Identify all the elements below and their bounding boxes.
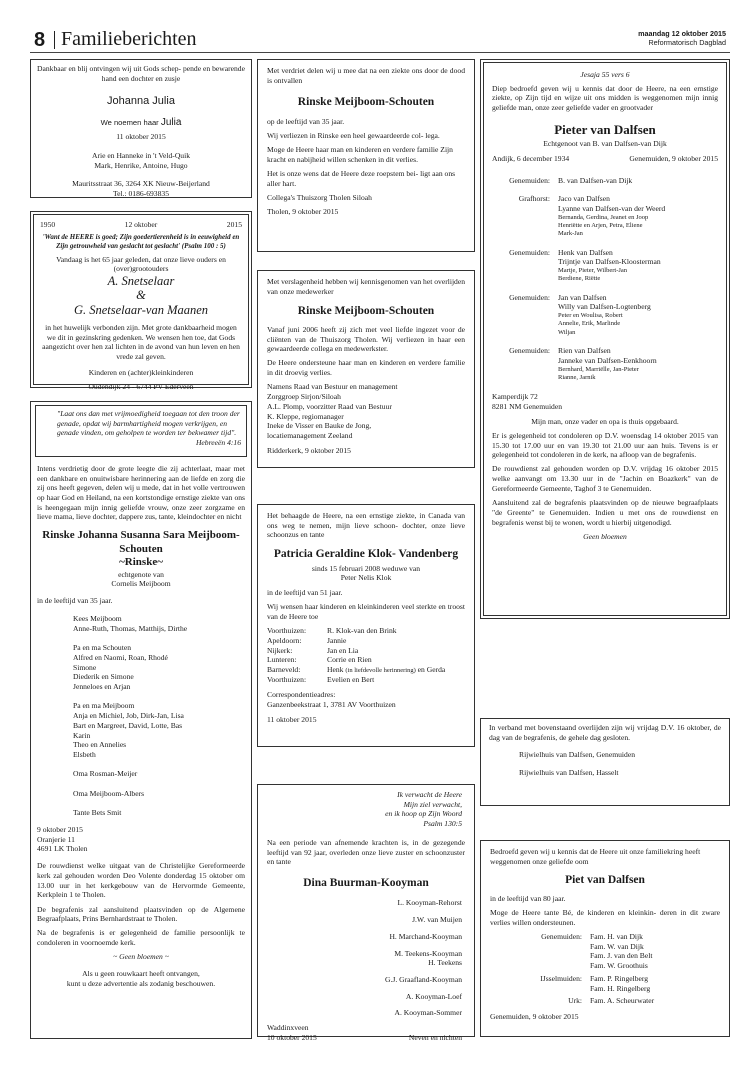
colleague-p3: Het is onze wens dat de Heere deze roepstem bei- ligt aan ons aller hart. — [267, 169, 456, 188]
family-member: Fam. H. Ringelberg — [590, 983, 651, 993]
anniversary-years: 1950 12 oktober 2015 — [40, 220, 242, 229]
obituary-patricia — [257, 504, 475, 747]
no-flowers: Geen bloemen — [583, 531, 627, 541]
anniversary-text2: in het huwelijk verbonden zijn. Met grote dankbaarheid mogen we dit in gezinskring gedenken. We wensen hen toe, dat Gods aangezicht over hen zal lichten in de avond van hun leven en hen vrede zal geven. — [42, 322, 240, 361]
family-member: Bart en Margreet, David, Lotte, Bas — [73, 720, 183, 730]
parents: Arie en Hanneke in 't Veld-Quik — [91, 151, 191, 161]
family-group — [492, 194, 718, 238]
family-name: Jan en Lia — [327, 645, 359, 655]
piet-text: Moge de Heere tante Bé, de kinderen en kleinkin- deren in dit zware verlies willen ondersteunen. — [490, 908, 720, 927]
family-member: Jenneloes en Arjan — [73, 681, 131, 691]
employer-intro: Met verslagenheid hebben wij kennisgenomen van het overlijden van onze medewerker — [267, 277, 466, 296]
place-label: Genemuiden: — [509, 175, 550, 185]
grandchildren: Mark-Jan — [558, 230, 583, 238]
memory-note: (in liefdevolle herinnering) — [345, 667, 416, 674]
home-address2: 4691 LK Tholen — [37, 844, 88, 854]
dina-footer — [267, 1023, 465, 1042]
issue-date: maandag 12 oktober 2015 — [638, 29, 726, 38]
patricia-date: 11 oktober 2015 — [267, 715, 317, 725]
family-names — [558, 248, 718, 284]
pieter-address1: Kamperdijk 72 — [492, 392, 538, 402]
closure-line2: Rijwielhuis van Dalfsen, Hasselt — [519, 768, 619, 778]
family-member: Anne-Ruth, Thomas, Matthijs, Dirthe — [73, 623, 188, 633]
service-info: De rouwdienst zal gehouden worden op D.V. vrijdag 16 oktober 2015 welke aanvangt om 13.30 uur in de "Jachin en Boazkerk" van de Gereformeerde Gemeente, Taghof 3 te Genemuiden. — [492, 464, 718, 493]
section-title: Familieberichten — [61, 28, 197, 50]
family-place-row — [267, 636, 465, 646]
obituary-quote-ref: Hebreeën 4:16 — [195, 438, 241, 448]
family-name-extra: en Gerda — [417, 665, 446, 674]
family-member: Fam. H. van Dijk — [590, 931, 643, 941]
family-member: A. Kooyman-Loef — [405, 991, 462, 1001]
obituary-pieter — [480, 59, 730, 619]
family-member: L. Kooyman-Rehorst — [397, 898, 462, 908]
call-name-line: We noemen haar Julia — [100, 116, 182, 128]
colleague-sign: Collega's Thuiszorg Tholen Siloah — [267, 193, 372, 203]
burial-info: Aansluitend zal de begrafenis plaatsvinden op de nieuwe begraafplaats "de Greente" te Genemuiden. Indien u met ons de rouwdienst en begrafenis wenst bij te wonen, wordt u hierbij uitgenodigd. — [492, 498, 718, 527]
condolence: Na de begrafenis is er gelegenheid de familie persoonlijk te condoleren in voornoemde kerk. — [37, 928, 245, 948]
signature-line: Namens Raad van Bestuur en management — [267, 382, 398, 392]
death-date: 9 oktober 2015 — [37, 825, 83, 834]
closure-notice — [480, 718, 730, 806]
family-place-row — [267, 646, 465, 656]
birth-death-line: Andijk, 6 december 1934 Genemuiden, 9 oktober 2015 — [492, 153, 718, 163]
condolence-info: Er is gelegenheid tot condoleren op D.V. woensdag 14 oktober 2015 van 15.30 tot 17.00 uur en van 19.30 tot 21.00 uur aan huis. Tevens is er gelegenheid tot condoleren in de kerk, na afloop van de begrafenis. — [492, 430, 718, 460]
colleague-place: Tholen, 9 oktober 2015 — [267, 207, 339, 217]
family-member: H. Teekens — [428, 958, 462, 968]
family-names — [590, 974, 720, 993]
family-member: Simone — [73, 662, 97, 672]
siblings: Mark, Henrike, Antoine, Hugo — [94, 160, 188, 170]
obituary-quote: "Laat ons dan met vrijmoedigheid toegaan tot den troon der genade, opdat wij barmhartigheid mogen verkrijgen, en genade vinden, om geholpen te worden ter bekwamer tijd". — [57, 409, 240, 438]
family-group — [492, 248, 718, 284]
wife-name: G. Snetselaar-van Maanen — [73, 302, 209, 317]
funeral-service: De rouwdienst welke uitgaat van de Christelijke Gereformeerde kerk zal gehouden worden Deo Volente donderdag 15 oktober om 13.00 uur in het kerkgebouw van de Hervormde Gemeente, Kerkplein 1 te Tholen. — [37, 861, 245, 900]
signature-line: locatiemanagement Zeeland — [267, 431, 353, 440]
family-member: Willy van Dalfsen-Logtenberg — [558, 302, 651, 312]
family-member: G.J. Graafland-Kooyman — [385, 975, 462, 984]
family-names — [590, 932, 720, 971]
employer-place: Ridderkerk, 9 oktober 2015 — [267, 445, 351, 455]
family-group — [490, 974, 720, 993]
colleague-intro: Met verdriet delen wij u mee dat na een ziekte ons door de dood is ontvallen — [267, 66, 465, 85]
place-label: Grafhorst: — [518, 194, 550, 204]
family-member: Jan van Dalfsen — [558, 292, 607, 302]
place-label: Genemuiden: — [509, 292, 550, 302]
family-member — [73, 760, 245, 770]
place-label: IJsselmuiden: — [540, 973, 582, 983]
grandchildren: Martje, Pieter, Wilbert-Jan — [558, 267, 628, 275]
signature-line: A.L. Plomp, voorzitter Raad van Bestuur — [267, 401, 392, 411]
piet-intro: Bedroefd geven wij u kennis dat de Heere uit onze familiekring heeft weggenomen onze geliefde oom — [490, 847, 701, 866]
place-label: Barneveld: — [267, 665, 301, 674]
home-address1: Oranjerie 11 — [37, 834, 75, 844]
family-names — [327, 646, 358, 656]
piet-place: Genemuiden, 9 oktober 2015 — [490, 1012, 579, 1021]
family-member — [73, 779, 245, 789]
place-label: Nijkerk: — [267, 645, 293, 655]
family-member — [73, 692, 245, 702]
family-member: Rien van Dalfsen — [558, 346, 611, 356]
family-names — [327, 626, 397, 636]
anniversary-sign: Kinderen en (achter)kleinkinderen — [88, 367, 194, 377]
child-name: Johanna Julia — [107, 95, 175, 108]
obituary-rinske-colleagues — [257, 59, 475, 252]
family-group — [492, 346, 718, 382]
family-names — [327, 675, 374, 685]
deceased-name: Dina Buurman-Kooyman — [303, 877, 429, 890]
grandchildren: Bernanda, Gerdina, Jeanet en Joop — [558, 213, 649, 221]
family-member: Anja en Michiel, Job, Dirk-Jan, Lisa — [73, 711, 184, 721]
pieter-address2: 8281 NM Genemuiden — [492, 401, 563, 411]
signature-line: Zorggroep Sirjon/Siloah — [267, 392, 341, 402]
family-names — [327, 636, 346, 646]
family-member: Fam. A. Scheurwater — [590, 996, 655, 1006]
address: Mauritsstraat 36, 3264 XK Nieuw-Beijerland — [72, 179, 210, 189]
family-group — [492, 293, 718, 337]
family-member: Diederik en Simone — [73, 672, 134, 682]
signature-line: Ineke de Visser en Bauke de Jong, — [267, 421, 372, 431]
family-names — [558, 346, 718, 382]
family-member: Pa en ma Meijboom — [73, 701, 135, 711]
quote-line: Psalm 130:5 — [423, 819, 462, 829]
anniversary-announcement — [30, 211, 252, 392]
birth-announcement — [30, 59, 252, 198]
burial: De begrafenis zal aansluitend plaatsvinden op de Algemene Begraafplaats, Prins Bernhardstraat te Tholen. — [37, 904, 245, 924]
spouse-label: echtgenote van — [118, 569, 164, 579]
header-divider — [54, 31, 55, 49]
family-member: Alfred en Naomi, Roan, Rhodé — [73, 652, 168, 662]
ampersand: & — [136, 288, 146, 303]
anniversary-text1: Vandaag is het 65 jaar geleden, dat onze lieve ouders en (over)grootouders — [56, 254, 226, 274]
deceased-name: Rinske Meijboom-Schouten — [297, 305, 435, 318]
family-member: Oma Meijboom-Albers — [73, 788, 145, 798]
family-place-row — [267, 655, 465, 665]
closure-text: In verband met bovenstaand overlijden zijn wij vrijdag D.V. 16 oktober, de dag van de begrafenis, de gehele dag gesloten. — [489, 723, 721, 742]
telephone: Tel.: 0186-693835 — [113, 189, 169, 199]
closing-line2: kunt u deze advertentie als zodanig beschouwen. — [66, 978, 216, 988]
deceased-name: Rinske Johanna Susanna Sara Meijboom-Schouten — [42, 529, 240, 555]
widow-since: sinds 15 februari 2008 weduwe van — [311, 563, 421, 573]
dina-place: Waddinxveen — [267, 1023, 309, 1033]
header-dateline — [638, 29, 726, 47]
family-member: Oma Rosman-Meijer — [73, 769, 138, 779]
birth-intro: Dankbaar en blij ontvingen wij uit Gods schep- pende en bewarende hand een dochter en zusje — [37, 64, 245, 83]
family-place-row — [267, 675, 465, 685]
family-name: R. Klok-van den Brink — [327, 626, 397, 636]
family-member: Lyanne van Dalfsen-van der Weerd — [558, 204, 666, 213]
family-member: Fam. P. Ringelberg — [590, 973, 649, 983]
family-names — [327, 665, 445, 675]
family-member: Trijntje van Dalfsen-Kloosterman — [558, 257, 661, 267]
family-name: Henk — [327, 665, 344, 674]
page-number: 8 — [34, 29, 46, 51]
colleague-p2: Moge de Heere haar man en kinderen en verdere familie Zijn kracht en nabijheid willen schenken in dit verlies. — [267, 145, 453, 164]
family-place-row — [267, 626, 465, 636]
family-member — [73, 633, 245, 643]
family-group — [492, 176, 718, 186]
closing-line1: Als u geen rouwkaart heeft ontvangen, — [82, 969, 200, 979]
pieter-intro: Diep bedroefd geven wij u kennis dat door de Heere, na een ernstige ziekte, op Zijn tijd en wijze uit ons midden is weggenomen mijn innig geliefde man, onze zeer geliefde vader en grootvader — [492, 83, 718, 113]
family-member: Pa en ma Schouten — [73, 643, 131, 653]
grandchildren: Bernhard, Marriëlle, Jan-Pieter — [558, 365, 639, 373]
deceased-name: Pieter van Dalfsen — [554, 121, 656, 137]
family-member: Theo en Annelies — [73, 740, 127, 750]
family-place-row — [267, 665, 465, 675]
deceased-name: Piet van Dalfsen — [565, 874, 645, 887]
no-flowers: ~ Geen bloemen ~ — [113, 952, 169, 962]
dina-body: Na een periode van afnemende krachten is, in de gezegende leeftijd van 92 jaar, overleden onze lieve zuster en schoonzuster en tante — [267, 837, 465, 867]
late-spouse: Peter Nelis Klok — [340, 573, 392, 583]
place-label: Urk: — [568, 996, 582, 1006]
family-names — [558, 293, 718, 337]
place-label: Genemuiden: — [509, 247, 550, 257]
family-member: Fam. W. Groothuis — [590, 961, 648, 971]
family-name: Jannie — [327, 635, 347, 645]
piet-family — [490, 932, 720, 1006]
obituary-dina — [257, 784, 475, 1042]
dina-date: 10 oktober 2015 — [267, 1032, 317, 1042]
family-member — [73, 799, 245, 809]
correspondence-address: Ganzenbeekstraat 1, 3781 AV Voorthuizen — [267, 699, 396, 709]
place-label: Apeldoorn: — [267, 635, 302, 645]
deceased-nickname: ~Rinske~ — [119, 556, 163, 568]
signature-line: K. Kleppe, regiomanager — [267, 411, 344, 421]
dina-family — [267, 898, 465, 1018]
birth-date: 11 oktober 2015 — [116, 132, 166, 142]
family-names — [327, 655, 372, 665]
deceased-name: Patricia Geraldine Klok- Vandenberg — [273, 548, 459, 561]
place-label: Lunteren: — [267, 655, 297, 665]
spouse-name: Cornelis Meijboom — [111, 579, 171, 589]
correspondence-label: Correspondentieadres: — [267, 690, 336, 700]
family-member: Fam. W. van Dijk — [590, 941, 644, 951]
family-member: Henk van Dalfsen — [558, 247, 613, 257]
family-member: Elsbeth — [73, 749, 96, 759]
place-label: Genemuiden: — [509, 346, 550, 356]
grandchildren: Berdiene, Riëtte — [558, 275, 601, 283]
grandchildren: Wiljan — [558, 328, 576, 336]
family-group — [490, 996, 720, 1006]
husband-name: A. Snetselaar — [107, 274, 175, 289]
colleague-p1: Wij verliezen in Rinske een heel gewaardeerde col- lega. — [267, 131, 440, 141]
family-names — [590, 996, 720, 1006]
family-member: Tante Bets Smit — [73, 808, 122, 818]
family-group — [490, 932, 720, 971]
quote-line: Ik verwacht de Heere — [397, 790, 462, 799]
page-header — [30, 26, 730, 52]
family-places — [267, 626, 465, 685]
anniversary-address: Oudendijk 24 - 6744 PV Ederveen — [88, 382, 194, 392]
patricia-intro: Het behaagde de Heere, na een ernstige ziekte, in Canada van ons weg te nemen, mijn lieve schoon- dochter, onze lieve schoonzus en tante — [267, 511, 465, 540]
quote-line: Mijn ziel verwacht, — [403, 799, 462, 809]
quote-line: en ik hoop op Zijn Woord — [385, 809, 462, 819]
family-names — [558, 194, 718, 238]
grandchildren: Annelie, Erik, Marlinde — [558, 320, 621, 328]
grandchildren: Henriëtte en Arjen, Petra, Eliene — [558, 222, 643, 230]
family-member: H. Marchand-Kooyman — [389, 931, 462, 941]
header-rule — [30, 52, 730, 53]
family-list — [37, 614, 245, 818]
spouse-line: Echtgenoot van B. van Dalfsen-van Dijk — [543, 139, 667, 149]
employer-p2: De Heere ondersteune haar man en kinderen en verdere familie in dit droevig verlies. — [267, 358, 465, 378]
obituary-body: Intens verdrietig door de grote leegte die zij achterlaat, maar met een dankbare en onuitwisbare herinnering aan de liefde en zorg die zij ons heeft gegeven, delen wij u mede, dat in het volle vertrouwen op haar God en Heiland, na een kortstondige ernstige ziekte van ons is heengegaan mijn innig geliefde vrouw, onze zeer zorgzame en lieve mama, lieve dochter, dappere zus, tante, kleindochter en nicht — [37, 463, 245, 522]
place-label: Voorthuizen: — [267, 675, 307, 685]
pieter-family — [492, 176, 718, 383]
closure-line1: Rijwielhuis van Dalfsen, Genemuiden — [519, 750, 635, 760]
laid-out: Mijn man, onze vader en opa is thuis opgebaard. — [531, 416, 679, 426]
deceased-age: op de leeftijd van 35 jaar. — [267, 116, 345, 126]
family-member: Kees Meijboom — [73, 613, 122, 623]
family-member: M. Teekens-Kooyman — [394, 948, 462, 958]
family-name: Corrie en Rien — [327, 655, 372, 665]
family-member: B. van Dalfsen-van Dijk — [558, 175, 633, 185]
family-member: J.W. van Muijen — [412, 915, 462, 925]
deceased-age: in de leeftijd van 80 jaar. — [490, 893, 566, 903]
dina-quote — [267, 790, 465, 829]
paper-name: Reformatorisch Dagblad — [648, 38, 726, 47]
grandchildren: Peter en Woulisa, Robert — [558, 312, 623, 320]
family-member: Janneke van Dalfsen-Eenkhoorn — [558, 355, 657, 365]
family-member: A. Kooyman-Sommer — [394, 1008, 462, 1018]
obituary-rinske-employer — [257, 270, 475, 468]
employer-sign — [267, 382, 465, 440]
deceased-age: in de leeftijd van 51 jaar. — [267, 587, 343, 597]
obituary-rinske-family — [30, 401, 252, 1039]
family-names — [558, 176, 718, 186]
deceased-name: Rinske Meijboom-Schouten — [297, 96, 435, 109]
family-member: Karin — [73, 730, 91, 740]
bible-verse: Jesaja 55 vers 6 — [580, 70, 630, 79]
deceased-age: in de leeftijd van 35 jaar. — [37, 596, 113, 606]
patricia-wish: Wij wensen haar kinderen en kleinkinderen veel sterkte en troost van de Heere toe — [267, 602, 465, 621]
grandchildren: Rianne, Jarnik — [558, 373, 596, 381]
employer-p1: Vanaf juni 2006 heeft zij zich met veel liefde ingezet voor de cliënten van de Thuiszorg Tholen. Wij verliezen in haar een gewaardeerde collega en medewerkster. — [267, 324, 465, 354]
place-label: Genemuiden: — [541, 931, 582, 941]
family-member: Fam. J. van den Belt — [590, 951, 653, 961]
place-label: Voorthuizen: — [267, 626, 307, 636]
anniversary-quote: 'Want de HEERE is goed; Zijn goedertierenheid is in eeuwigheid en Zijn getrouwheid van geslacht tot geslacht' (Psalm 100 : 5) — [42, 232, 240, 250]
family-name: Evelien en Bert — [327, 675, 375, 685]
dina-sign: Neven en nichten — [408, 1032, 462, 1042]
obituary-piet-family — [480, 840, 730, 1037]
family-member: Jaco van Dalfsen — [558, 194, 610, 204]
